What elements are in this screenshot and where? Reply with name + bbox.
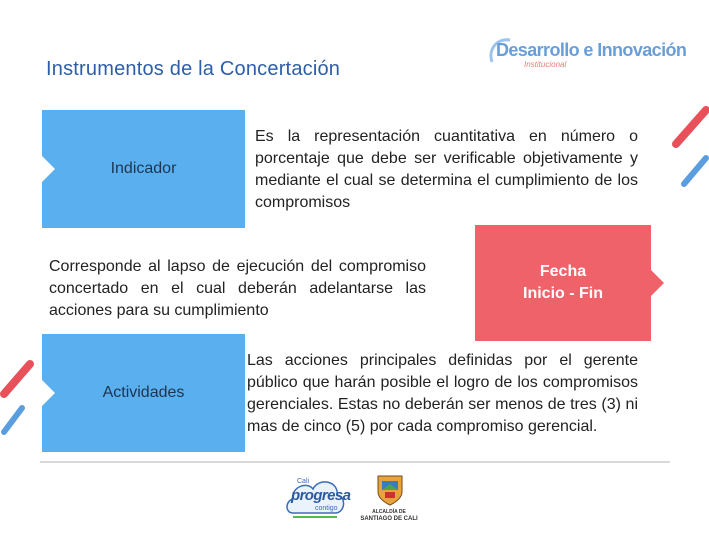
fecha-label: Fecha xyxy=(539,263,587,280)
cali-logo-top: Cali xyxy=(297,478,310,485)
stripe-decor-icon xyxy=(670,100,709,195)
indicador-box xyxy=(42,110,245,228)
cali-logo-main: progresa xyxy=(291,487,351,504)
actividades-label: Actividades xyxy=(102,384,185,401)
fecha-box xyxy=(475,225,651,341)
alcaldia-line1: ALCALDÍA DE xyxy=(372,509,406,515)
actividades-description: Las acciones principales definidas por el gerente público que harán posible el logro de los compromisos gerenciales. Estas no deberán ser menos de tres (3) ni mas de cinco (5) por cada compromiso gerencial. xyxy=(247,352,638,435)
brand-logo xyxy=(486,32,692,74)
alcaldia-line2: SANTIAGO DE CALI xyxy=(360,516,418,522)
cali-progresa-logo xyxy=(283,473,351,525)
footer-divider xyxy=(40,461,670,463)
page-title: Instrumentos de la Concertación xyxy=(46,58,341,80)
actividades-box xyxy=(42,334,245,452)
indicador-label: Indicador xyxy=(110,160,177,177)
fecha-range-label: Inicio - Fin xyxy=(523,285,603,302)
indicador-description: Es la representación cuantitativa en número o porcentaje que debe ser verificable objetivamente y mediante el cual se determina el cumplimiento de los compromisos xyxy=(255,128,638,211)
brand-tagline: Institucional xyxy=(524,60,567,69)
brand-name: Desarrollo e Innovación xyxy=(496,40,687,60)
stripe-decor-icon xyxy=(0,350,36,440)
alcaldia-logo xyxy=(357,472,421,528)
coat-of-arms-icon xyxy=(375,472,405,506)
cali-logo-bottom: contigo xyxy=(315,505,338,512)
fecha-description: Corresponde al lapso de ejecución del compromiso concertado en el cual deberán adelantarse las acciones para su cumplimiento xyxy=(49,258,426,319)
